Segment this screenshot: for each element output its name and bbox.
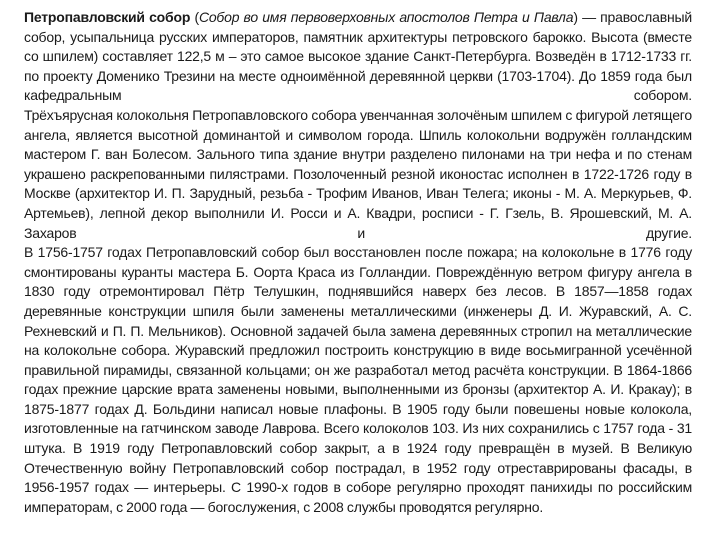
paragraph-intro-text: — православный собор, усыпальница русских императоров, памятник архитектуры петровского барокко. Высота (вместе со шпилем) составляет 122,5 м – это самое высокое здание Санкт-Петербурга. Возведён в 1712-1733 гг. по проекту Доменико Трезини на месте одноимённой деревянной церкви (1703-1704). До 1859 года был кафедральным собором. (24, 9, 692, 104)
paragraph-history: В 1756-1757 годах Петропавловский собор был восстановлен после пожара; на колокольне в 1776 году смонтированы куранты мастера Б. Оорта Краса из Голландии. Повреждённую ветром фигуру ангела в 1830 году отремонтировал Пётр Телушкин, поднявшийся наверх без лесов. В 1857—1858 годах деревянные конструкции шпиля были заменены металлическими (инженеры Д. И. Журавский, А. С. Рехневский и П. П. Мельников). Основной задачей была замена деревянных стропил на металлические на колокольне собора. Журавский предложил построить конструкцию в виде восьмигранной усечённой правильной пирамиды, связанной кольцами; он же разработал метод расчёта конструкции. В 1864-1866 годах прежние царские врата заменены новыми, выполненными из бронзы (архитектор А. И. Кракау); в 1875-1877 годах Д. Больдини написал новые плафоны. В 1905 году были повешены новые колокола, изготовленные на гатчинском заводе Лаврова. Всего колоколов 103. Из них сохранились с 1757 года - 31 штука. В 1919 году Петропавловский собор закрыт, а в 1924 году превращён в музей. В Великую Отечественную войну Петропавловский собор пострадал, в 1952 году отреставрированы фасады, в 1956-1957 годах — интерьеры. С 1990-х годов в соборе регулярно проходят панихиды по российским императорам, с 2000 года — богослужения, с 2008 службы проводятся регулярно. (24, 244, 692, 515)
paragraph-intro: Петропавловский собор (Собор во имя первоверховных апостолов Петра и Павла) — православный собор, усыпальница русских императоров, памятник архитектуры петровского барокко. Высота (вместе со шпилем) составляет 122,5 м – это самое высокое здание Санкт-Петербурга. Возведён в 1712-1733 гг. по проекту Доменико Трезини на месте одноимённой деревянной церкви (1703-1704). До 1859 года был кафедральным собором. (24, 9, 692, 104)
paragraph-bell-tower: Трёхъярусная колокольня Петропавловского собора увенчанная золочёным шпилем с фигурой летящего ангела, является высотной доминантой и символом города. Шпиль колокольни водружён голландским мастером Г. ван Болесом. Зального типа здание внутри разделено пилонами на три нефа и по стенам украшено раскрепованными пилястрами. Позолоченный резной иконостас исполнен в 1722-1726 году в Москве (архитектор И. П. Зарудный, резьба - Трофим Иванов, Иван Телега; иконы - М. А. Меркурьев, Ф. Артемьев), лепной декор выполнили И. Росси и А. Квадри, росписи - Г. Гзель, В. Ярошевский, М. А. Захаров и другие. (24, 106, 692, 241)
document-title: Петропавловский собор (24, 9, 191, 25)
document-body (24, 8, 692, 517)
document-subtitle: Собор во имя первоверховных апостолов Петра и Павла (198, 9, 574, 25)
